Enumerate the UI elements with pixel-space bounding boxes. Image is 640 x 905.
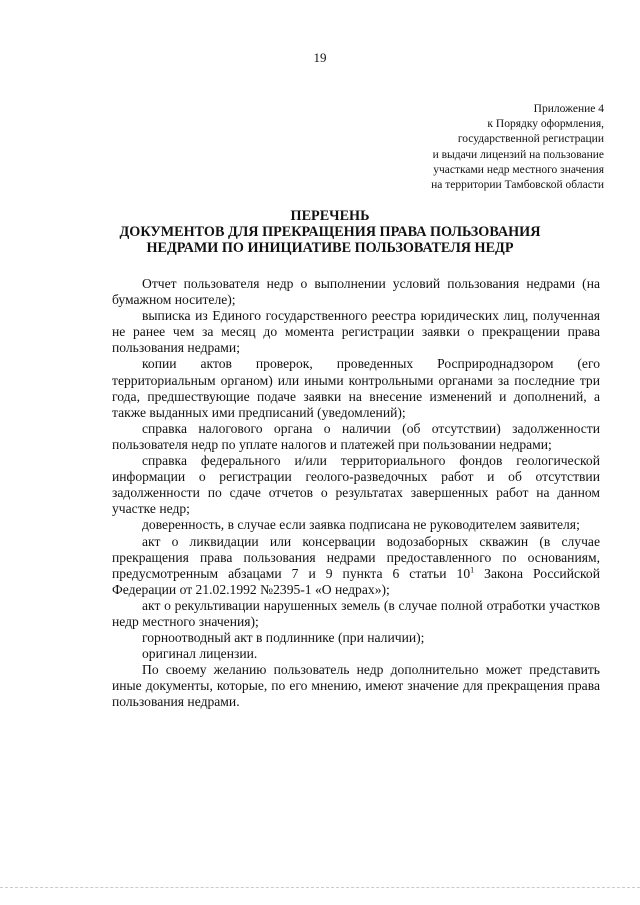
list-item-text: акт о ликвидации или консервации водозаборных скважин (в случае прекращения права пользования недрами предоставленного по основаниям, предусмотренным абзацами 7 и 9 пункта 6 статьи 10 [112,533,600,581]
superscript: 1 [470,565,475,575]
title-line: НЕДРАМИ ПО ИНИЦИАТИВЕ ПОЛЬЗОВАТЕЛЯ НЕДР [146,240,514,256]
appendix-line: участками недр местного значения [433,163,604,176]
page-number: 19 [313,50,327,65]
list-item: копии актов проверок, проведенных Росприроднадзором (его территориальным органом) или иными контрольными органами за последние три года, предшествующие подаче заявки на внесение изменений и дополнений, а также выданных ими предписаний (уведомлений); [112,356,600,420]
list-item: горноотводный акт в подлиннике (при наличии); [142,630,425,646]
list-item [112,534,600,598]
list-item: акт о рекультивации нарушенных земель (в случае полной отработки участков недр местного значения); [112,597,600,629]
list-item: Отчет пользователя недр о выполнении условий пользования недрами (на бумажном носителе); [112,276,600,308]
list-item: оригинал лицензии. [142,646,258,662]
title-line: ПЕРЕЧЕНЬ [290,208,370,224]
document-title [60,208,600,256]
appendix-line: на территории Тамбовской области [431,179,604,192]
scan-edge-divider [0,887,640,889]
title-line: ДОКУМЕНТОВ ДЛЯ ПРЕКРАЩЕНИЯ ПРАВА ПОЛЬЗОВАНИЯ [119,224,541,240]
list-item-text: Закона Российской Федерации от 21.02.1992 №2395-1 «О недрах»); [112,565,600,597]
closing-paragraph: По своему желанию пользователь недр дополнительно может представить иные документы, которые, по его мнению, имеют значение для прекращения права пользования недрами. [112,662,600,710]
appendix-line: к Порядку оформления, [487,118,604,131]
appendix-line: государственной регистрации [457,133,604,146]
list-item: выписка из Единого государственного реестра юридических лиц, полученная не ранее чем за месяц до момента регистрации заявки о прекращении права пользования недрами; [112,308,600,356]
appendix-line: и выдачи лицензий на пользование [432,148,604,161]
appendix-header [344,102,604,193]
list-item: справка налогового органа о наличии (об отсутствии) задолженности пользователя недр по уплате налогов и платежей при пользовании недрами; [112,420,600,452]
list-item: доверенность, в случае если заявка подписана не руководителем заявителя; [142,517,580,533]
appendix-line: Приложение 4 [533,103,604,115]
list-item: справка федерального и/или территориального фондов геологической информации о регистрации геолого-разведочных работ и об отсутствии задолженности по сдаче отчетов о результатах завершенных работ на данном участке недр; [112,453,600,517]
document-body [112,276,600,711]
